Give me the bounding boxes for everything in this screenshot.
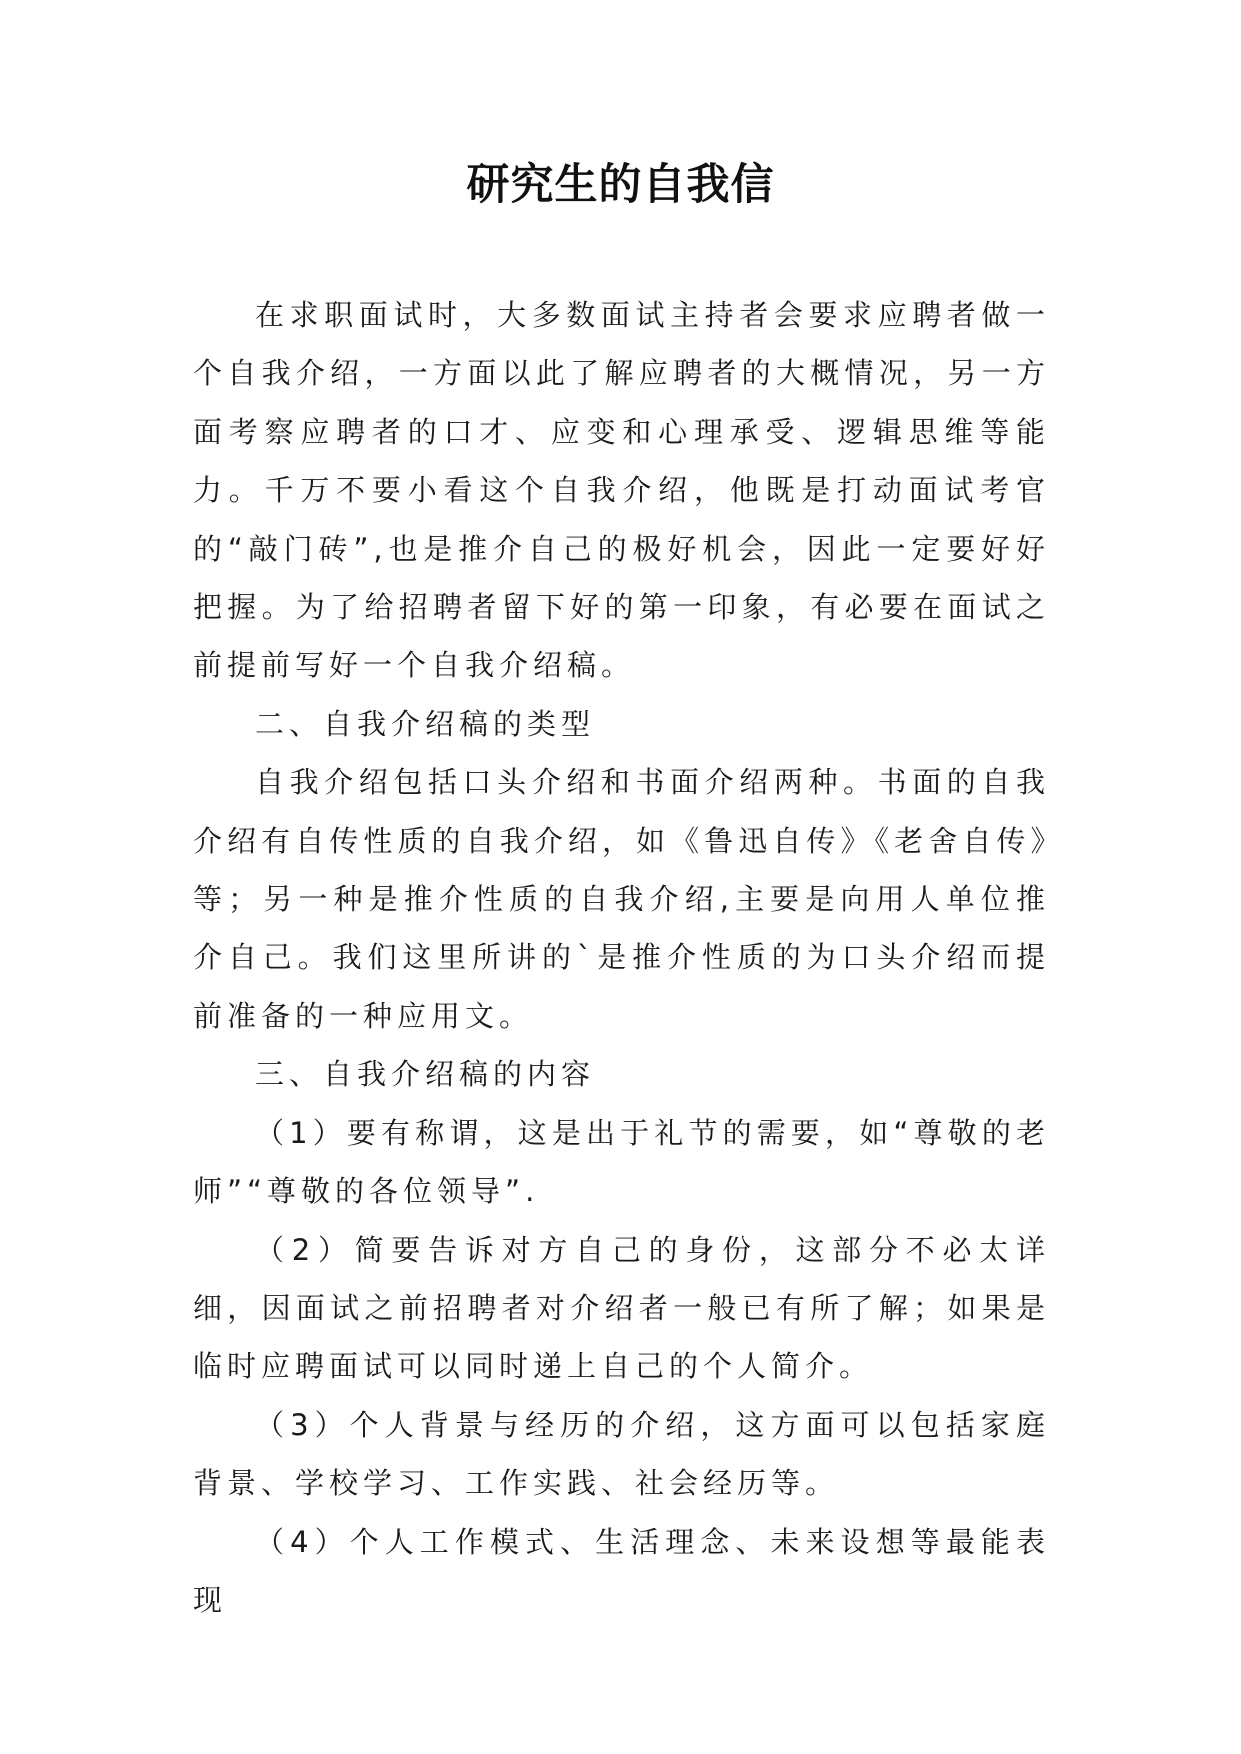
section-heading-content: 三、自我介绍稿的内容: [255, 1057, 596, 1092]
document-title: 研究生的自我信: [466, 160, 775, 210]
section-heading-types: 二、自我介绍稿的类型: [255, 706, 596, 741]
list-item-2: （2）简要告诉对方自己的身份，这部分不必太详细，因面试之前招聘者对介绍者一般已有所了解；如果是临时应聘面试可以同时递上自己的个人简介。: [193, 1232, 1050, 1384]
list-item-1: （1）要有称谓，这是出于礼节的需要，如“尊敬的老师”“尊敬的各位领导”.: [193, 1115, 1050, 1209]
list-item-4: （4）个人工作模式、生活理念、未来设想等最能表现: [193, 1524, 1050, 1617]
document-body: [193, 286, 1050, 1629]
paragraph-types: 自我介绍包括口头介绍和书面介绍两种。书面的自我介绍有自传性质的自我介绍，如《鲁迅自传》《老舍自传》等；另一种是推介性质的自我介绍,主要是向用人单位推介自己。我们这里所讲的`是推介性质的为口头介绍而提前准备的一种应用文。: [193, 765, 1050, 1033]
paragraph-intro: 在求职面试时，大多数面试主持者会要求应聘者做一个自我介绍，一方面以此了解应聘者的大概情况，另一方面考察应聘者的口才、应变和心理承受、逻辑思维等能力。千万不要小看这个自我介绍，他既是打动面试考官的“敲门砖”,也是推介自己的极好机会，因此一定要好好把握。为了给招聘者留下好的第一印象，有必要在面试之前提前写好一个自我介绍稿。: [193, 298, 1050, 683]
list-item-3: （3）个人背景与经历的介绍，这方面可以包括家庭背景、学校学习、工作实践、社会经历等。: [193, 1407, 1050, 1501]
